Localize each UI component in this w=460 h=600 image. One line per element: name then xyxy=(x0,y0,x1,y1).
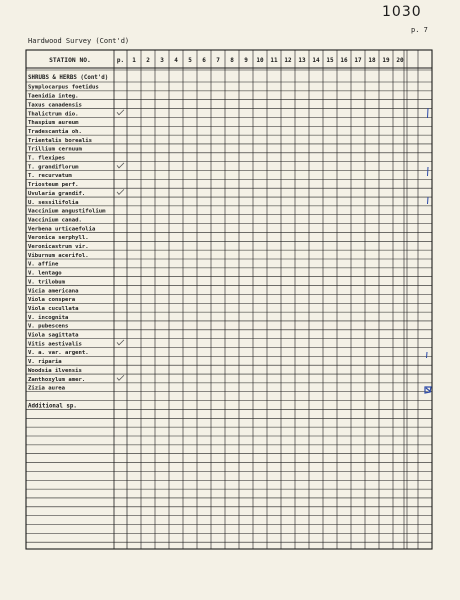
station-number: 14 xyxy=(312,57,320,64)
species-label: T. flexipes xyxy=(28,155,66,162)
station-number: 9 xyxy=(244,57,248,64)
station-number: 19 xyxy=(382,57,390,64)
check-mark-icon xyxy=(117,375,124,380)
species-label: T. recurvatum xyxy=(28,173,72,180)
species-label: V. pubescens xyxy=(28,323,69,330)
additional-species-label: Additional sp. xyxy=(28,403,77,410)
station-number: 15 xyxy=(326,57,334,64)
species-label: V. lentago xyxy=(28,270,62,277)
species-label: Triosteum perf. xyxy=(28,182,79,189)
form-title: Hardwood Survey (Cont'd) xyxy=(28,37,130,45)
species-label: Vicia americana xyxy=(28,288,79,295)
species-label: Veronica serphyll. xyxy=(28,235,89,242)
species-label: T. grandiflorum xyxy=(28,164,79,171)
check-mark-icon xyxy=(117,340,124,345)
pen-tick-mark xyxy=(428,108,429,118)
species-label: Verbena urticaefolia xyxy=(28,226,96,233)
species-label: Viburnum acerifol. xyxy=(28,252,89,259)
station-number: 17 xyxy=(354,57,362,64)
station-number: 10 xyxy=(256,57,264,64)
pen-tick-mark xyxy=(427,352,428,358)
species-label: Vaccinium canad. xyxy=(28,217,82,224)
species-label: Zizia aurea xyxy=(28,385,66,392)
station-number: 4 xyxy=(174,57,178,64)
station-number: 7 xyxy=(216,57,220,64)
species-label: Thaspium aureum xyxy=(28,120,79,127)
species-label: V. incognita xyxy=(28,314,69,321)
station-number: 1 xyxy=(132,57,136,64)
pen-tick-mark xyxy=(428,197,429,204)
station-number: 6 xyxy=(202,57,206,64)
species-label: V. affine xyxy=(28,261,59,268)
species-label: V. trilobum xyxy=(28,279,66,286)
check-mark-icon xyxy=(117,110,124,115)
station-number: 20 xyxy=(396,57,404,64)
station-number: 2 xyxy=(146,57,150,64)
pen-scribble-mark xyxy=(425,387,431,393)
species-label: Viola conspera xyxy=(28,297,76,304)
station-number: 16 xyxy=(340,57,348,64)
document-number: 1030 xyxy=(382,4,422,20)
species-label: Uvularia grandif. xyxy=(28,190,86,197)
species-label: Viola cucullata xyxy=(28,305,79,312)
species-label: U. sessilifolia xyxy=(28,199,79,206)
species-label: Vaccinium angustifolium xyxy=(28,208,106,215)
species-label: Vitis aestivalis xyxy=(28,341,82,348)
pen-tick-mark xyxy=(428,167,429,176)
station-number: 11 xyxy=(270,57,278,64)
species-label: Trientalis borealis xyxy=(28,137,92,144)
species-label: Viola sagittata xyxy=(28,332,79,339)
species-label: Trillium cernuum xyxy=(28,146,82,153)
p-column-label: p. xyxy=(116,57,125,64)
species-label: Taxus canadensis xyxy=(28,102,82,109)
station-number: 12 xyxy=(284,57,292,64)
station-number: 3 xyxy=(160,57,164,64)
station-number: 18 xyxy=(368,57,376,64)
station-no-label: STATION NO. xyxy=(49,57,91,64)
species-label: Taenidia integ. xyxy=(28,93,79,100)
species-label: Symplocarpus foetidus xyxy=(28,84,99,91)
species-label: Thalictrum dio. xyxy=(28,111,79,118)
species-label: Zanthoxylum amer. xyxy=(28,376,86,383)
page-number: p. 7 xyxy=(411,26,428,34)
station-number: 8 xyxy=(230,57,234,64)
section-heading: SHRUBS & HERBS (Cont'd) xyxy=(28,75,109,81)
species-label: Woodsia ilvensis xyxy=(28,367,82,374)
station-number: 13 xyxy=(298,57,306,64)
species-label: Veronicastrum vir. xyxy=(28,244,89,250)
species-label: V. a. var. argent. xyxy=(28,350,89,357)
table-frame xyxy=(26,50,432,549)
check-mark-icon xyxy=(117,163,124,168)
species-label: V. riparia xyxy=(28,359,62,366)
species-label: Tradescantia oh. xyxy=(28,128,82,135)
check-mark-icon xyxy=(117,189,124,194)
station-number: 5 xyxy=(188,57,192,64)
